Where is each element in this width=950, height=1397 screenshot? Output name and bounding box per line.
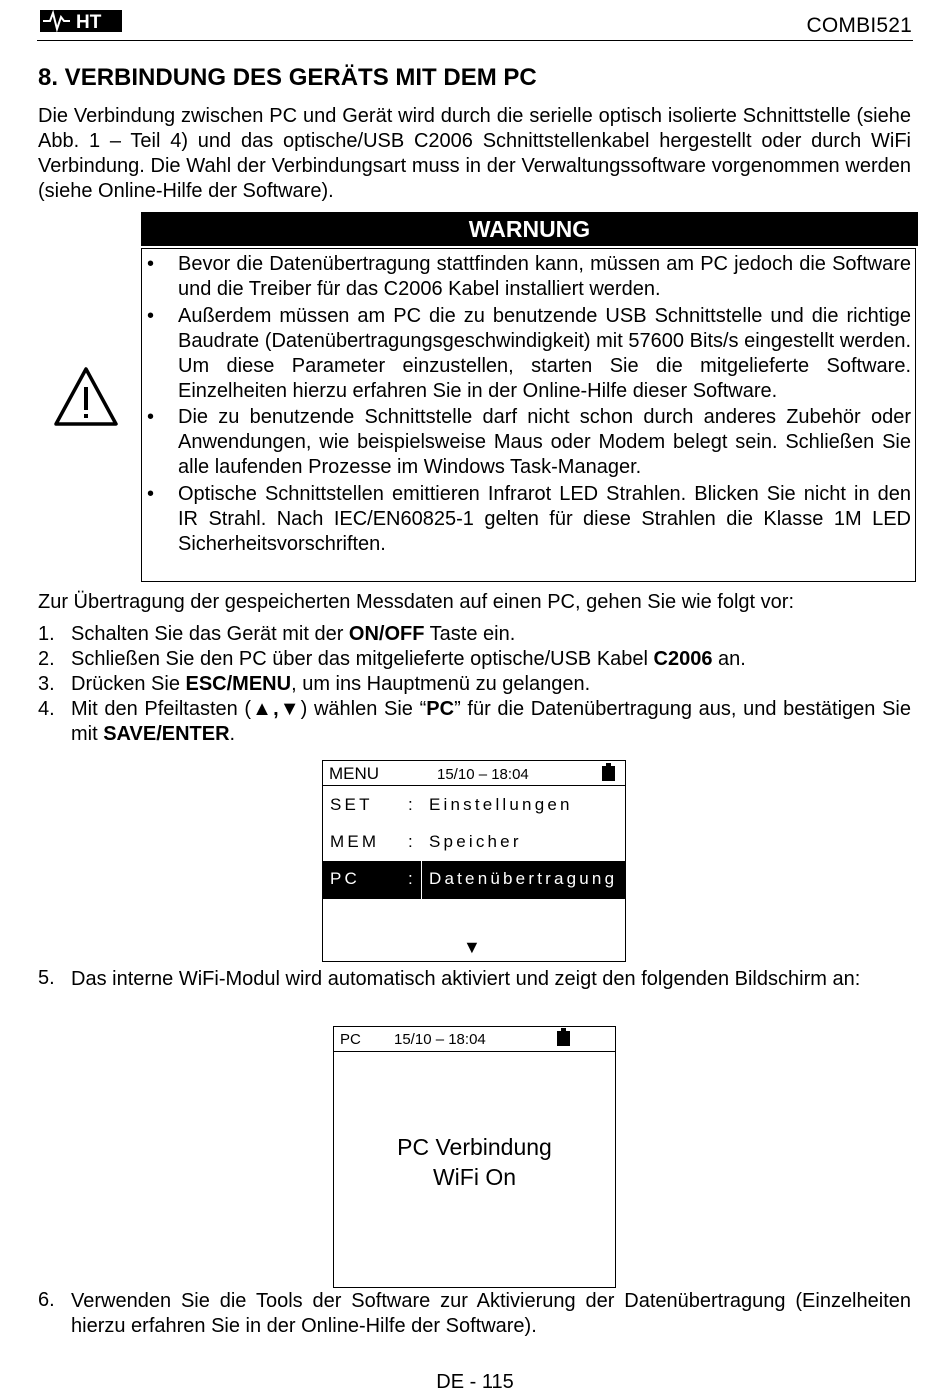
warning-item: • Die zu benutzende Schnittstelle darf nicht schon durch anderes Zubehör oder Anwendungen, wie beispielsweise Maus oder Modem belegt sein. Schließen Sie alle laufenden Prozesse im Windows Task-Manager. [147, 406, 911, 478]
brand-logo [40, 8, 124, 34]
pc-connection-message: PC Verbindung WiFi On [397, 1134, 552, 1190]
step-list [38, 622, 911, 747]
step-item: 4. Mit den Pfeiltasten (▲,▼) wählen Sie “PC” für die Datenübertragung aus, und bestätigen Sie mit SAVE/ENTER. [38, 698, 911, 745]
screen-datetime: 15/10 – 18:04 [437, 766, 529, 783]
screen-datetime: 15/10 – 18:04 [394, 1031, 486, 1048]
intro-paragraph: Die Verbindung zwischen PC und Gerät wird durch die serielle optisch isolierte Schnittstelle (siehe Abb. 1 – Teil 4) und das optische/USB C2006 Schnittstellenkabel hergestellt oder durch WiFi Verbindung. Die Wahl der Verbindungsart muss in der Verwaltungssoftware vorgenommen werden (siehe Online-Hilfe der Software). [38, 105, 911, 202]
bullet: • [147, 406, 155, 428]
bullet: • [147, 253, 155, 275]
page-number: DE - 115 [436, 1371, 514, 1393]
warning-item: • Bevor die Datenübertragung stattfinden kann, müssen am PC jedoch die Software und die Treiber für das C2006 Kabel installiert werden. [147, 253, 911, 300]
screen-title: MENU [329, 764, 380, 783]
screen-header [334, 1027, 615, 1052]
warning-item: • Optische Schnittstellen emittieren Infrarot LED Strahlen. Blicken Sie nicht in den IR Strahl. Nach IEC/EN60825-1 gelten für diese Strahlen die Klasse 1M LED Sicherheitsvorschriften. [147, 482, 911, 555]
bullet: • [147, 482, 155, 505]
warning-title: WARNUNG [141, 212, 918, 246]
battery-icon [602, 766, 615, 781]
menu-screen [322, 760, 626, 962]
scroll-down-icon: ▼ [463, 937, 481, 957]
screen-header [323, 761, 625, 786]
logo-text: HT [76, 12, 102, 33]
screen-title: PC [340, 1031, 361, 1048]
warning-triangle-icon [53, 366, 119, 433]
warning-list [141, 252, 911, 558]
step-item: 3. Drücken Sie ESC/MENU, um ins Hauptmenü zu gelangen. [38, 673, 591, 695]
step-item: 5. Das interne WiFi-Modul wird automatisch aktiviert und zeigt den folgenden Bildschirm an: [38, 967, 861, 990]
model-name: COMBI521 [806, 14, 912, 37]
pc-screen [333, 1026, 616, 1288]
transfer-intro: Zur Übertragung der gespeicherten Messdaten auf einen PC, gehen Sie wie folgt vor: [38, 591, 794, 613]
bullet: • [147, 304, 155, 327]
step-item: 6. Verwenden Sie die Tools der Software zur Aktivierung der Datenübertragung (Einzelheiten hierzu erfahren Sie in der Online-Hilfe der Software). [38, 1289, 911, 1337]
header-rule [37, 40, 913, 41]
step-item: 1. Schalten Sie das Gerät mit der ON/OFF Taste ein. [38, 623, 516, 645]
battery-icon [557, 1031, 570, 1046]
menu-row-set[interactable]: SET : Einstellungen [330, 795, 573, 814]
step-item: 2. Schließen Sie den PC über das mitgelieferte optische/USB Kabel C2006 an. [38, 648, 746, 670]
menu-row-mem[interactable]: MEM : Speicher [330, 832, 522, 851]
menu-row-pc[interactable]: PC : Datenübertragung [323, 861, 625, 899]
section-title: 8. VERBINDUNG DES GERÄTS MIT DEM PC [38, 64, 537, 91]
warning-item: • Außerdem müssen am PC die zu benutzende USB Schnittstelle und die richtige Baudrate (Datenübertragungsgeschwindigkeit) mit 57600 Bits/s eingestellt werden. Um diese Parameter einzustellen, starten Sie die mitgelieferte Software. Einzelheiten hierzu erfahren Sie in der Online-Hilfe dieser Software. [147, 304, 911, 402]
